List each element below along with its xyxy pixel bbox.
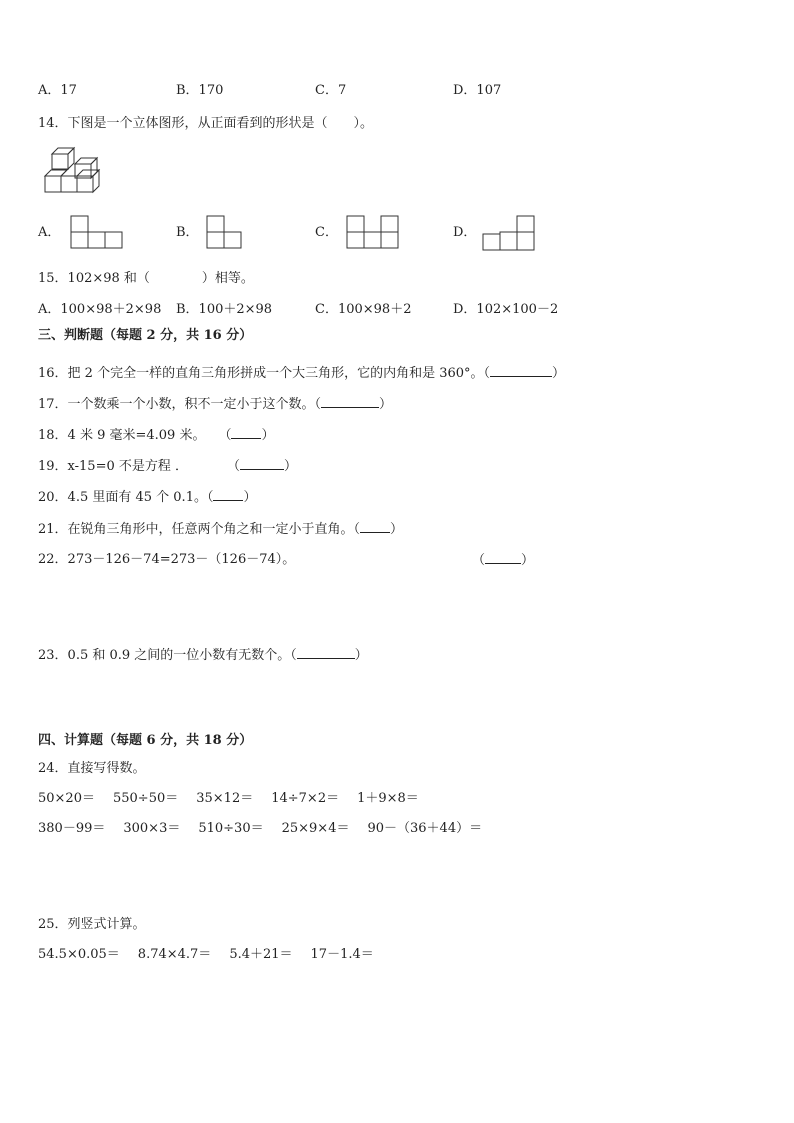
q16-close-paren: ） [552,366,566,381]
q22-answer [472,551,534,570]
q19-answer-blank[interactable] [240,457,284,470]
q18-answer-blank[interactable] [231,426,261,439]
q16-answer-blank[interactable] [490,364,552,377]
q13-option-a: A．17 [38,83,77,98]
q15-stem: 15．102×98 和（ ）相等。 [38,271,254,286]
q23-answer-blank[interactable] [297,646,355,659]
q22-text: 22．273－126－74=273－（126－74）。 [38,552,296,567]
q25-item: 5.4＋21＝ [229,947,293,962]
q17 [38,395,392,414]
section4-title: 四、计算题（每题 6 分，共 18 分） [38,733,253,748]
q24-item: 300×3＝ [123,821,181,836]
q14-solid-figure [42,144,110,196]
q15-option-b: B．100＋2×98 [176,302,273,317]
q23 [38,646,368,665]
q22-answer-blank[interactable] [485,551,521,564]
q19 [38,457,297,476]
q21-close-paren: ） [390,522,404,537]
q22-open-paren: （ [472,553,486,568]
q20-close-paren: ） [243,490,257,505]
q18-close-paren: ） [261,428,275,443]
q24-item: 1＋9×8＝ [357,791,419,806]
q14-option-a-shape [70,215,123,250]
q20 [38,488,256,507]
q24-item: 14÷7×2＝ [271,791,340,806]
q14-option-b: B． [176,225,199,240]
q20-text: 20．4.5 里面有 45 个 0.1。（ [38,490,214,505]
q24-item: 25×9×4＝ [281,821,350,836]
q25-stem: 25．列竖式计算。 [38,917,146,932]
q24-item: 510÷30＝ [198,821,264,836]
q14-option-d-shape [482,215,535,252]
q13-option-d: D．107 [453,83,502,98]
q15-option-d: D．102×100－2 [453,302,559,317]
q20-answer-blank[interactable] [213,488,243,501]
q23-close-paren: ） [354,648,368,663]
q23-text: 23．0.5 和 0.9 之间的一位小数有无数个。（ [38,648,297,663]
q25-item: 17－1.4＝ [310,947,374,962]
q24-item: 550÷50＝ [112,791,179,806]
q21 [38,520,403,539]
q18-text: 18．4 米 9 毫米=4.09 米。 （ [38,428,232,443]
q15-option-c: C．100×98＋2 [315,302,412,317]
section3-title: 三、判断题（每题 2 分，共 16 分） [38,328,253,343]
q18 [38,426,274,445]
q24-row-2 [38,820,500,838]
q17-text: 17．一个数乘一个小数，积不一定小于这个数。（ [38,397,322,412]
q14-option-d: D． [453,225,477,240]
q14-stem: 14．下图是一个立体图形，从正面看到的形状是（ ）。 [38,116,374,131]
q25-item: 8.74×4.7＝ [137,947,212,962]
q21-text: 21．在锐角三角形中，任意两个角之和一定小于直角。（ [38,522,361,537]
q24-item: 35×12＝ [196,791,254,806]
q22-close-paren: ） [521,553,535,568]
q24-stem: 24．直接写得数。 [38,761,146,776]
q14-option-c: C． [315,225,338,240]
q25-row [38,946,392,964]
q25-item: 54.5×0.05＝ [38,947,120,962]
q14-option-b-shape [206,215,242,250]
q24-item: 50×20＝ [38,791,95,806]
q13-option-b: B．170 [176,83,224,98]
q16-text: 16．把 2 个完全一样的直角三角形拼成一个大三角形，它的内角和是 360°。（ [38,366,491,381]
q24-row-1 [38,790,437,808]
q24-item: 90－（36＋44）＝ [367,821,483,836]
q19-close-paren: ） [284,459,298,474]
q14-option-c-shape [346,215,399,250]
q13-option-c: C．7 [315,83,347,98]
q16 [38,364,565,383]
q21-answer-blank[interactable] [360,520,390,533]
q14-option-a: A． [38,225,61,240]
q17-answer-blank[interactable] [321,395,379,408]
q19-text: 19．x-15=0 不是方程 ． （ [38,459,241,474]
q15-option-a: A．100×98＋2×98 [38,302,162,317]
q24-item: 380－99＝ [38,821,106,836]
q17-close-paren: ） [379,397,393,412]
